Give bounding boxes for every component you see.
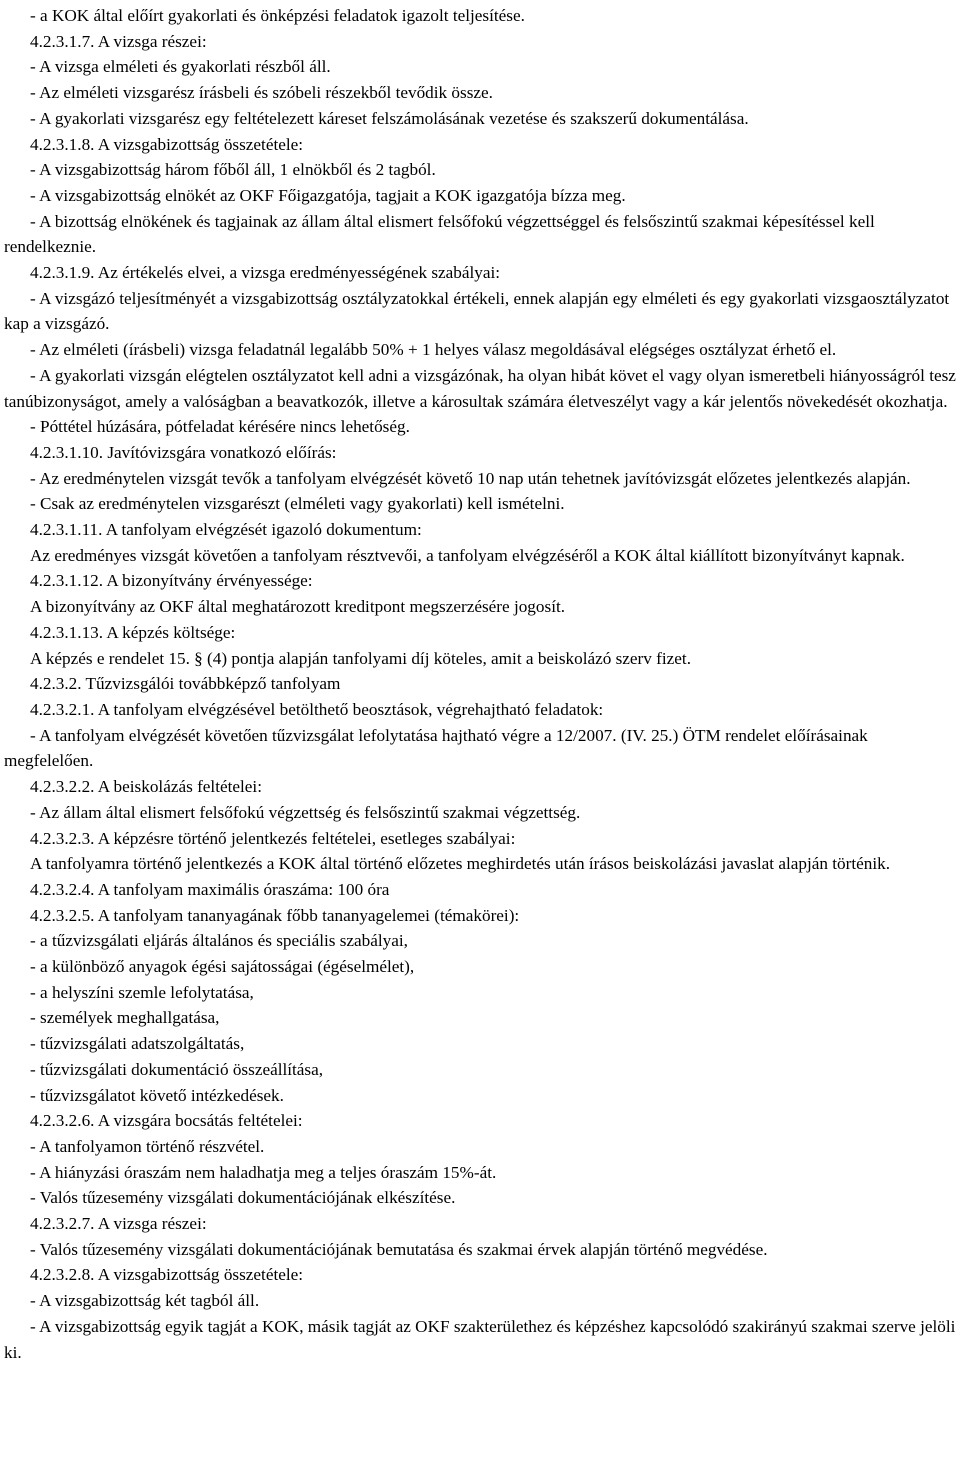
- document-paragraph: - Az elméleti (írásbeli) vizsga feladatnál legalább 50% + 1 helyes válasz megoldásával elégséges osztályzat érhető el.: [30, 340, 837, 360]
- document-paragraph: - A tanfolyam elvégzését követően tűzvizsgálat lefolytatása hajtható végre a 12/2007. (IV. 25.) ÖTM rendelet előírásainak megfelelően.: [4, 725, 868, 771]
- document-paragraph: - Valós tűzesemény vizsgálati dokumentációjának elkészítése.: [30, 1188, 456, 1208]
- document-paragraph: - tűzvizsgálati adatszolgáltatás,: [30, 1034, 245, 1054]
- document-paragraph: 4.2.3.2.8. A vizsgabizottság összetétele:: [30, 1265, 304, 1285]
- document-paragraph: - A vizsga elméleti és gyakorlati részből áll.: [30, 57, 331, 77]
- document-paragraph: A tanfolyamra történő jelentkezés a KOK által történő előzetes meghirdetés után írásos beiskolázási javaslat alapján történik.: [30, 854, 891, 874]
- document-paragraph: - Csak az eredménytelen vizsgarészt (elméleti vagy gyakorlati) kell ismételni.: [30, 494, 565, 514]
- document-paragraph: - a KOK által előírt gyakorlati és önképzési feladatok igazolt teljesítése.: [30, 6, 525, 25]
- document-paragraph: - A vizsgabizottság elnökét az OKF Főigazgatója, tagjait a KOK igazgatója bízza meg.: [30, 185, 626, 205]
- document-paragraph: - Az elméleti vizsgarész írásbeli és szóbeli részekből tevődik össze.: [30, 83, 493, 103]
- document-paragraph: 4.2.3.2.7. A vizsga részei:: [30, 1214, 207, 1234]
- document-paragraph: 4.2.3.2.3. A képzésre történő jelentkezés feltételei, esetleges szabályai:: [30, 828, 516, 848]
- document-paragraph: - tűzvizsgálati dokumentáció összeállítása,: [30, 1059, 324, 1079]
- document-paragraph: 4.2.3.1.13. A képzés költsége:: [30, 622, 236, 642]
- document-paragraph: - Az eredménytelen vizsgát tevők a tanfolyam elvégzését követő 10 nap után tehetnek javítóvizsgát előzetes jelentkezés alapján.: [30, 468, 911, 488]
- document-paragraph: 4.2.3.1.11. A tanfolyam elvégzését igazoló dokumentum:: [30, 520, 422, 540]
- document-paragraph: - A vizsgabizottság két tagból áll.: [30, 1291, 260, 1311]
- document-paragraph: 4.2.3.2. Tűzvizsgálói továbbképző tanfolyam: [30, 674, 341, 694]
- document-paragraph: - személyek meghallgatása,: [30, 1008, 220, 1028]
- document-paragraph: 4.2.3.2.1. A tanfolyam elvégzésével betölthető beosztások, végrehajtható feladatok:: [30, 699, 604, 719]
- document-paragraph: 4.2.3.1.9. Az értékelés elvei, a vizsga eredményességének szabályai:: [30, 263, 501, 283]
- document-paragraph: - A bizottság elnökének és tagjainak az állam által elismert felsőfokú végzettséggel és felsőszintű szakmai képesítéssel kell rendelkeznie.: [4, 211, 875, 257]
- document-paragraph: - A tanfolyamon történő részvétel.: [30, 1136, 265, 1156]
- document-paragraph: 4.2.3.2.2. A beiskolázás feltételei:: [30, 777, 262, 797]
- document-paragraph: - a különböző anyagok égési sajátosságai (égéselmélet),: [30, 957, 415, 977]
- document-paragraph: - A vizsgabizottság három főből áll, 1 elnökből és 2 tagból.: [30, 160, 436, 180]
- document-paragraph: - A vizsgázó teljesítményét a vizsgabizottság osztályzatokkal értékeli, ennek alapján egy elméleti és egy gyakorlati vizsgaosztályzatot kap a vizsgázó.: [4, 288, 950, 334]
- document-paragraph: - Póttétel húzására, pótfeladat kérésére nincs lehetőség.: [30, 417, 410, 437]
- document-paragraph: - A vizsgabizottság egyik tagját a KOK, másik tagját az OKF szakterülethez és képzéshez kapcsolódó szakirányú szakmai szerve jelöli ki.: [4, 1316, 956, 1362]
- document-paragraph: - A hiányzási óraszám nem haladhatja meg a teljes óraszám 15%-át.: [30, 1162, 497, 1182]
- document-paragraph: - A gyakorlati vizsgarész egy feltételezett káreset felszámolásának vezetése és szakszerű dokumentálása.: [30, 108, 749, 128]
- document-paragraph: - Az állam által elismert felsőfokú végzettség és felsőszintű szakmai végzettség.: [30, 802, 581, 822]
- document-paragraph: 4.2.3.1.7. A vizsga részei:: [30, 31, 207, 51]
- document-paragraph: 4.2.3.2.5. A tanfolyam tananyagának főbb tananyagelemei (témakörei):: [30, 905, 520, 925]
- document-paragraph: 4.2.3.1.8. A vizsgabizottság összetétele:: [30, 134, 304, 154]
- document-paragraph: 4.2.3.1.10. Javítóvizsgára vonatkozó előírás:: [30, 442, 337, 462]
- document-paragraph: - a tűzvizsgálati eljárás általános és speciális szabályai,: [30, 931, 408, 951]
- document-paragraph: 4.2.3.2.6. A vizsgára bocsátás feltételei:: [30, 1111, 303, 1131]
- document-paragraph: A bizonyítvány az OKF által meghatározott kreditpont megszerzésére jogosít.: [30, 597, 566, 617]
- document-paragraph: - A gyakorlati vizsgán elégtelen osztályzatot kell adni a vizsgázónak, ha olyan hibát követ el vagy olyan ismeretbeli hiányosságról tesz tanúbizonyságot, amely a valóságban a beavatkozók, illetve a károsultak számára életveszélyt vagy a kár jelentős növekedését okozhatja.: [4, 365, 956, 411]
- document-paragraph: 4.2.3.1.12. A bizonyítvány érvényessége:: [30, 571, 313, 591]
- document-paragraph: Az eredményes vizsgát követően a tanfolyam résztvevői, a tanfolyam elvégzéséről a KOK által kiállított bizonyítványt kapnak.: [30, 545, 905, 565]
- document-paragraph: - Valós tűzesemény vizsgálati dokumentációjának bemutatása és szakmai érvek alapján történő megvédése.: [30, 1239, 768, 1259]
- document-paragraph: - tűzvizsgálatot követő intézkedések.: [30, 1085, 284, 1105]
- document-paragraph: A képzés e rendelet 15. § (4) pontja alapján tanfolyami díj köteles, amit a beiskolázó szerv fizet.: [30, 648, 692, 668]
- document-paragraph: - a helyszíni szemle lefolytatása,: [30, 982, 254, 1002]
- document-paragraph: 4.2.3.2.4. A tanfolyam maximális óraszáma: 100 óra: [30, 879, 390, 899]
